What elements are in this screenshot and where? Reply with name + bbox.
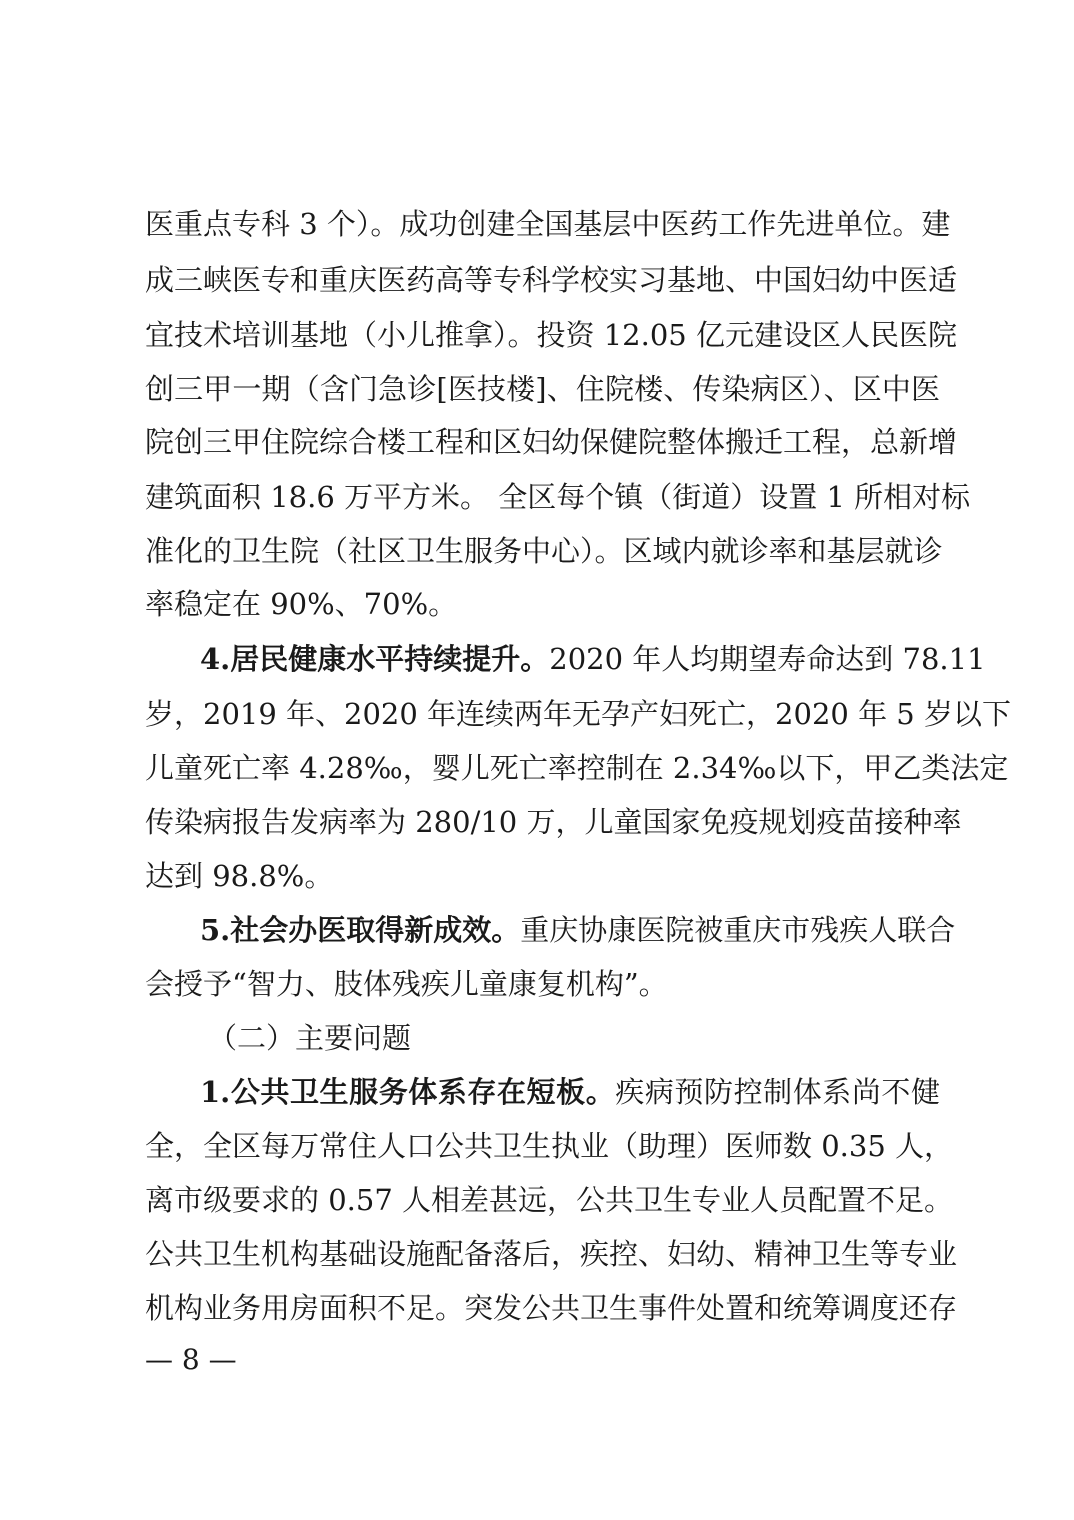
text-line: [145, 1224, 958, 1284]
text-line: [145, 412, 958, 472]
text-line: [145, 194, 951, 254]
line-text: 医重点专科 3 个）。成功创建全国基层中医药工作先进单位。建: [145, 207, 951, 241]
line-text: 会授予“智力、肢体残疾儿童康复机构”。: [145, 967, 668, 1001]
text-line: [145, 521, 943, 581]
line-text: 离市级要求的 0.57 人相差甚远，公共卫生专业人员配置不足。: [145, 1183, 954, 1217]
text-line: [145, 738, 1009, 798]
line-text: 全，全区每万常住人口公共卫生执业（助理）医师数 0.35 人，: [145, 1129, 954, 1163]
section-heading: 1.公共卫生服务体系存在短板。: [200, 1075, 616, 1109]
line-text: 岁，2019 年、2020 年连续两年无孕产妇死亡，2020 年 5 岁以下: [145, 697, 1011, 731]
text-line: [145, 846, 940, 906]
line-text: 率稳定在 90%、70%。: [145, 587, 458, 621]
section-heading: 4.居民健康水平持续提升。: [200, 642, 550, 676]
line-text: 宜技术培训基地（小儿推拿）。投资 12.05 亿元建设区人民医院: [145, 318, 957, 352]
line-text: 成三峡医专和重庆医药高等专科学校实习基地、中国妇幼中医适: [145, 263, 958, 297]
line-text: 机构业务用房面积不足。突发公共卫生事件处置和统筹调度还存: [145, 1291, 958, 1325]
section-line: [200, 629, 986, 689]
text-line: [145, 1116, 954, 1176]
line-text: 2020 年人均期望寿命达到 78.11: [549, 642, 986, 676]
text-line: [145, 954, 940, 1014]
text-line: [145, 684, 1011, 744]
text-line: [145, 305, 957, 365]
subsection-title-text: （二）主要问题: [208, 1021, 412, 1055]
line-text: 达到 98.8%。: [145, 859, 334, 893]
text-line: [145, 1170, 954, 1230]
section-heading: 5.社会办医取得新成效。: [200, 913, 521, 947]
line-text: 公共卫生机构基础设施配备落后，疾控、妇幼、精神卫生等专业: [145, 1237, 958, 1271]
line-text: 建筑面积 18.6 万平方米。 全区每个镇（街道）设置 1 所相对标: [145, 480, 971, 514]
line-text: 院创三甲住院综合楼工程和区妇幼保健院整体搬迁工程，总新增: [145, 425, 958, 459]
text-line: [145, 467, 971, 527]
page-number: — 8 —: [145, 1343, 237, 1376]
section-line: [200, 1062, 940, 1122]
line-text: 传染病报告发病率为 280/10 万，儿童国家免疫规划疫苗接种率: [145, 805, 962, 839]
subsection-title: [208, 1008, 608, 1068]
line-text: 创三甲一期（含门急诊[医技楼]、住院楼、传染病区）、区中医: [145, 372, 940, 406]
line-text: 儿童死亡率 4.28‰，婴儿死亡率控制在 2.34‰以下，甲乙类法定: [145, 751, 1009, 785]
text-line: [145, 359, 940, 419]
text-line: [145, 574, 940, 634]
text-line: [145, 792, 962, 852]
line-text: 重庆协康医院被重庆市残疾人联合: [520, 913, 956, 947]
text-line: [145, 250, 958, 310]
section-line: [200, 900, 956, 960]
text-line: [145, 1278, 958, 1338]
line-text: 疾病预防控制体系尚不健: [615, 1075, 940, 1109]
line-text: 准化的卫生院（社区卫生服务中心）。区域内就诊率和基层就诊: [145, 534, 943, 568]
